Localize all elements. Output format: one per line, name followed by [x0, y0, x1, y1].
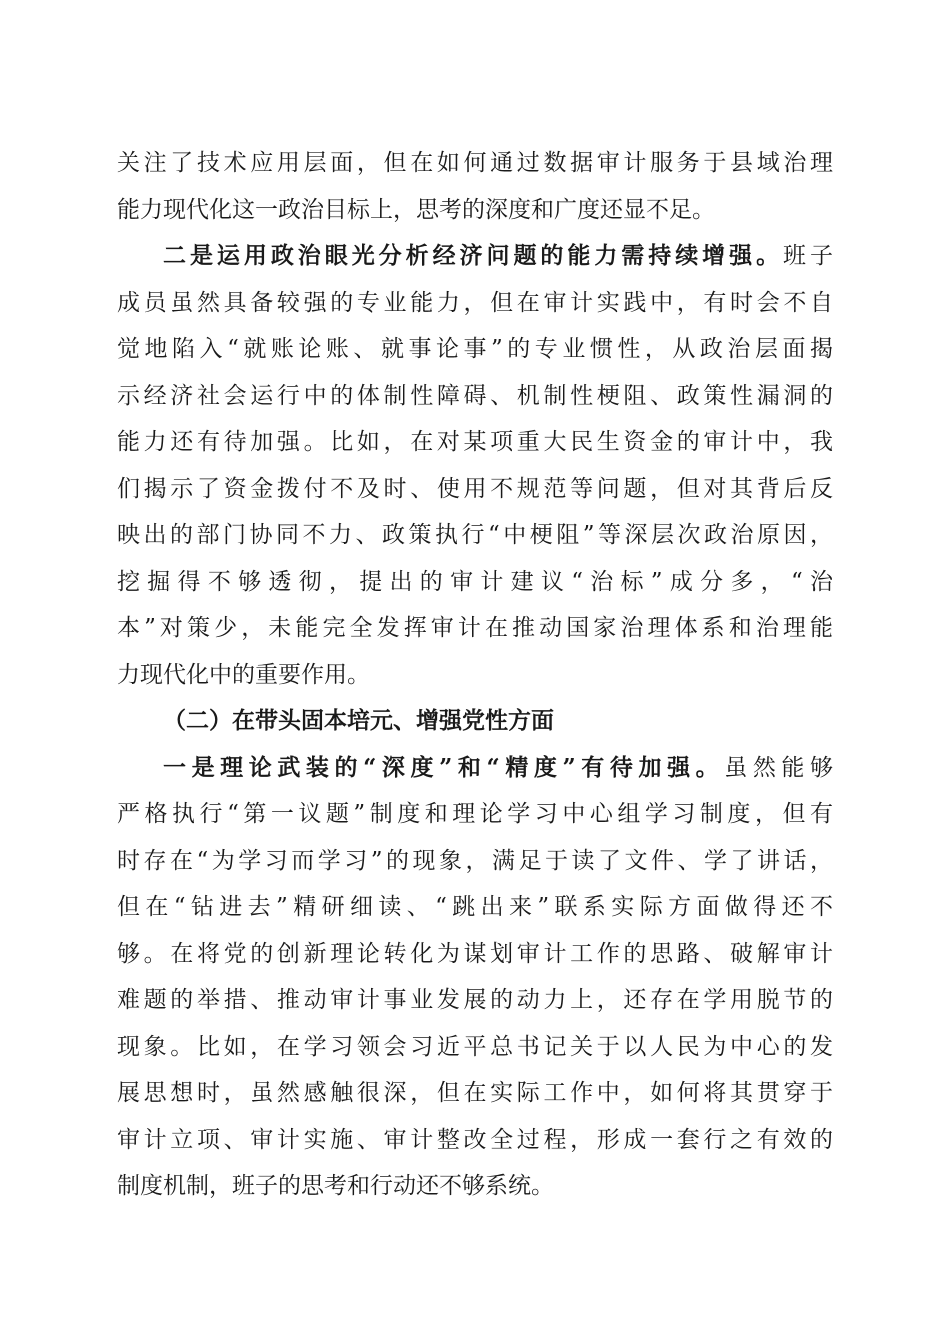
paragraph-lead: 一是理论武装的“深度”和“精度”有待加强。: [163, 753, 725, 781]
text-line: 挖掘得不够透彻，提出的审计建议“治标”成分多，“治: [117, 568, 833, 595]
text-line: 本”对策少，未能完全发挥审计在推动国家治理体系和治理能: [117, 615, 833, 641]
document-body: [117, 140, 833, 1210]
text-line: 觉地陷入“就账论账、就事论事”的专业惯性，从政治层面揭: [117, 336, 833, 362]
text-line: 们揭示了资金拨付不及时、使用不规范等问题，但对其背后反: [117, 475, 833, 502]
section-heading: （二）在带头固本培元、增强党性方面: [163, 707, 554, 734]
text-line: 关注了技术应用层面，但在如何通过数据审计服务于县域治理: [117, 150, 833, 176]
text-line: 难题的举措、推动审计事业发展的动力上，还存在学用脱节的: [117, 987, 833, 1013]
text-line: 时存在“为学习而学习”的现象，满足于读了文件、学了讲话，: [117, 847, 833, 874]
text-line: 够。在将党的创新理论转化为谋划审计工作的思路、破解审计: [117, 940, 833, 967]
text-line: 现象。比如，在学习领会习近平总书记关于以人民为中心的发: [117, 1033, 833, 1060]
paragraph-lead-tail: 班子: [783, 243, 833, 269]
text-line: [117, 745, 833, 792]
text-line: 能力还有待加强。比如，在对某项重大民生资金的审计中，我: [117, 429, 833, 455]
paragraph-lead-tail: 虽然能够: [724, 754, 833, 781]
text-line: 但在“钻进去”精研细读、“跳出来”联系实际方面做得还不: [117, 894, 833, 920]
text-line: 审计立项、审计实施、审计整改全过程，形成一套行之有效的: [117, 1126, 833, 1153]
text-line: 成员虽然具备较强的专业能力，但在审计实践中，有时会不自: [117, 289, 833, 316]
text-line: 能力现代化这一政治目标上，思考的深度和广度还显不足。: [117, 196, 715, 223]
text-line: 展思想时，虽然感触很深，但在实际工作中，如何将其贯穿于: [117, 1080, 833, 1106]
text-line: [117, 233, 833, 280]
text-line: 制度机制，班子的思考和行动还不够系统。: [117, 1173, 554, 1199]
paragraph-theory-study: [117, 745, 833, 1210]
paragraph-political-vision: [117, 233, 833, 698]
text-line: 力现代化中的重要作用。: [117, 661, 370, 688]
paragraph-lead: 二是运用政治眼光分析经济问题的能力需持续增强。: [163, 242, 784, 269]
text-line: 映出的部门协同不力、政策执行“中梗阻”等深层次政治原因，: [117, 522, 833, 548]
text-line: 示经济社会运行中的体制性障碍、机制性梗阻、政策性漏洞的: [117, 382, 833, 409]
paragraph-continuation: [117, 140, 833, 233]
text-line: 严格执行“第一议题”制度和理论学习中心组学习制度，但有: [117, 801, 833, 827]
